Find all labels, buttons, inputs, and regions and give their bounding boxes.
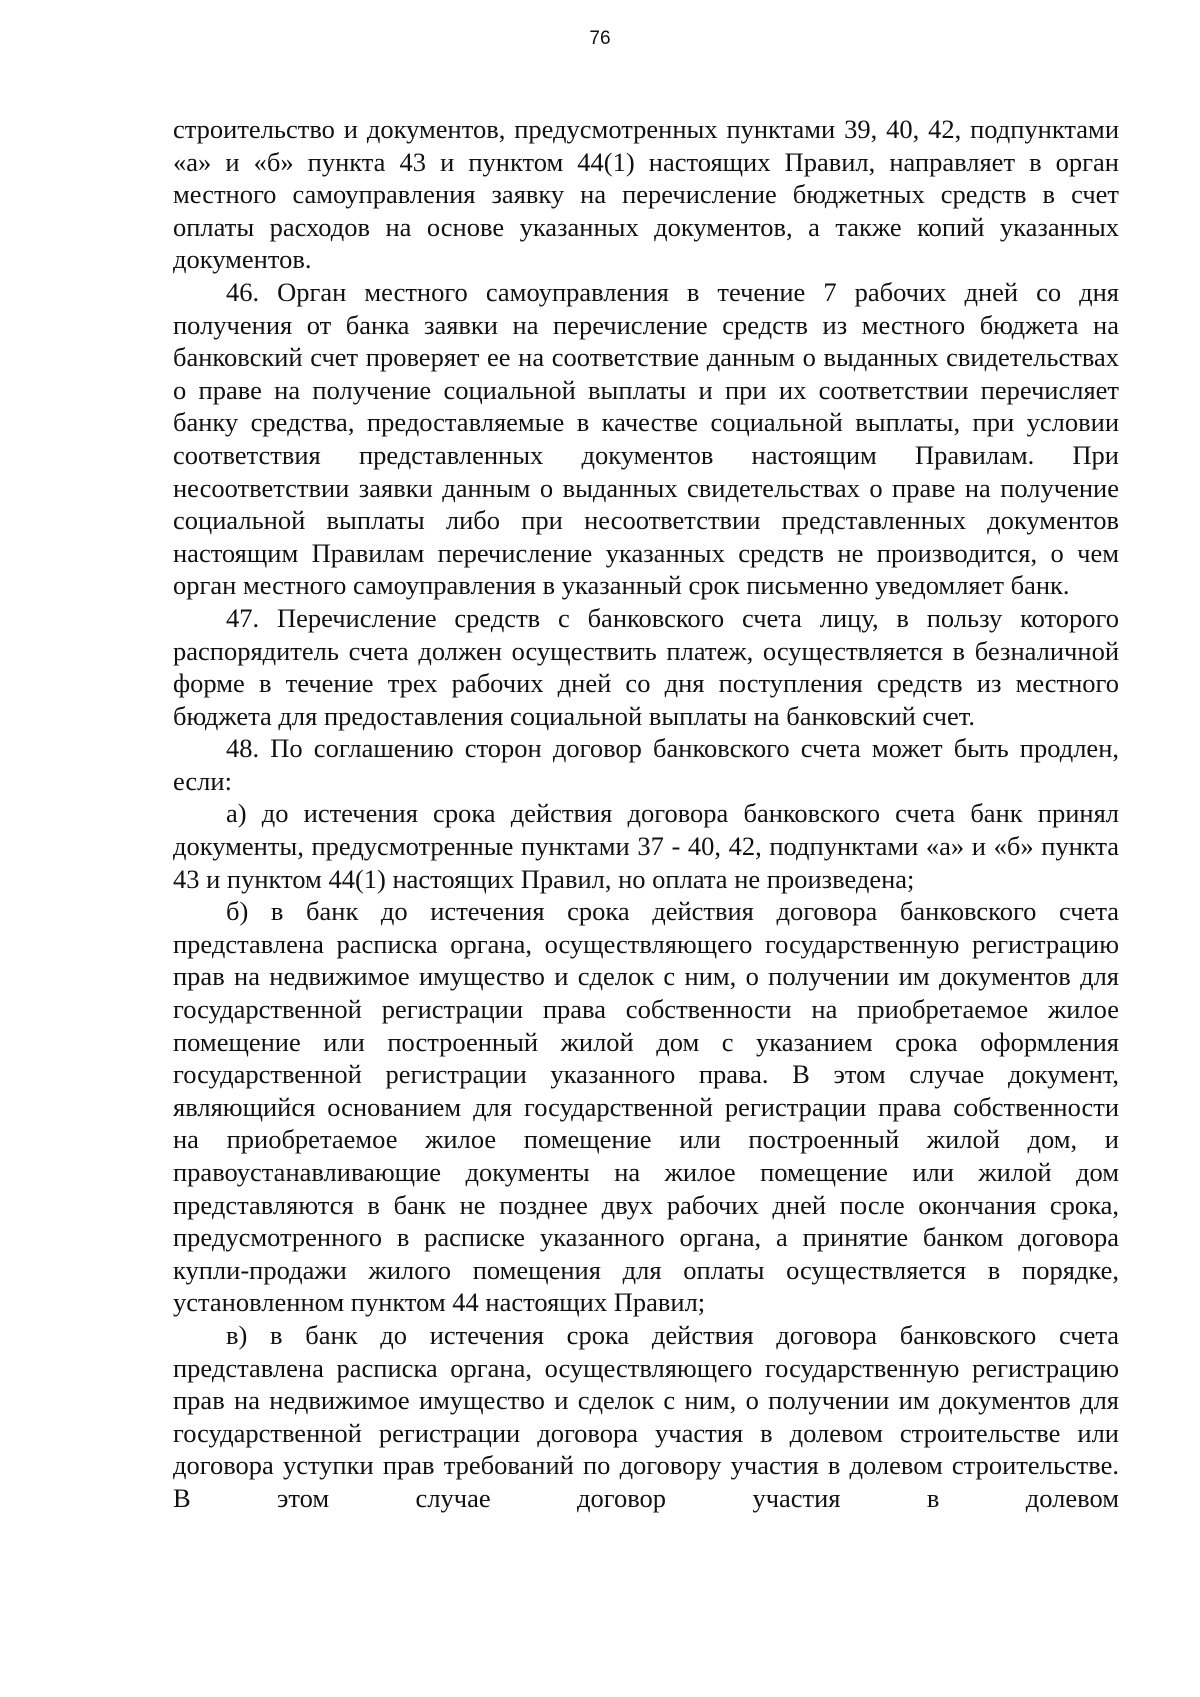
paragraph-46: 46. Орган местного самоуправления в течение 7 рабочих дней со дня получения от банка заявки на перечисление средств из местного бюджета на банковский счет проверяет ее на соответствие данным о выданных свидетельствах о праве на получение социальной выплаты и при их соответствии перечисляет банку средства, предоставляемые в качестве социальной выплаты, при условии соответствия представленных документов настоящим Правилам. При несоответствии заявки данным о выданных свидетельствах о праве на получение социальной выплаты либо при несоответствии представленных документов настоящим Правилам перечисление указанных средств не производится, о чем орган местного самоуправления в указанный срок письменно уведомляет банк.	[173, 276, 1119, 601]
paragraph-48-b: б) в банк до истечения срока действия договора банковского счета представлена расписка органа, осуществляющего государственную регистрацию прав на недвижимое имущество и сделок с ним, о получении им документов для государственной регистрации права собственности на приобретаемое жилое помещение или построенный жилой дом с указанием срока оформления государственной регистрации указанного права. В этом случае документ, являющийся основанием для государственной регистрации права собственности на приобретаемое жилое помещение или построенный жилой дом, и правоустанавливающие документы на жилое помещение или жилой дом представляются в банк не позднее двух рабочих дней после окончания срока, предусмотренного в расписке указанного органа, а принятие банком договора купли-продажи жилого помещения для оплаты осуществляется в порядке, установленном пунктом 44 настоящих Правил;	[173, 896, 1119, 1318]
document-body	[173, 113, 1119, 1515]
paragraph-continuation: строительство и документов, предусмотренных пунктами 39, 40, 42, подпунктами «а» и «б» пункта 43 и пунктом 44(1) настоящих Правил, направляет в орган местного самоуправления заявку на перечисление бюджетных средств в счет оплаты расходов на основе указанных документов, а также копий указанных документов.	[173, 114, 1119, 275]
paragraph-48-v: в) в банк до истечения срока действия договора банковского счета представлена расписка органа, осуществляющего государственную регистрацию прав на недвижимое имущество и сделок с ним, о получении им документов для государственной регистрации договора участия в долевом строительстве или договора уступки прав требований по договору участия в долевом строительстве. В этом случае договор участия в долевом	[173, 1319, 1119, 1513]
paragraph-48: 48. По соглашению сторон договор банковского счета может быть продлен, если:	[173, 733, 1119, 796]
page-number: 76	[589, 28, 611, 49]
paragraph-48-a: а) до истечения срока действия договора банковского счета банк принял документы, предусмотренные пунктами 37 - 40, 42, подпунктами «а» и «б» пункта 43 и пунктом 44(1) настоящих Правил, но оплата не произведена;	[173, 798, 1119, 894]
paragraph-47: 47. Перечисление средств с банковского счета лицу, в пользу которого распорядитель счета должен осуществить платеж, осуществляется в безналичной форме в течение трех рабочих дней со дня поступления средств из местного бюджета для предоставления социальной выплаты на банковский счет.	[173, 602, 1119, 731]
